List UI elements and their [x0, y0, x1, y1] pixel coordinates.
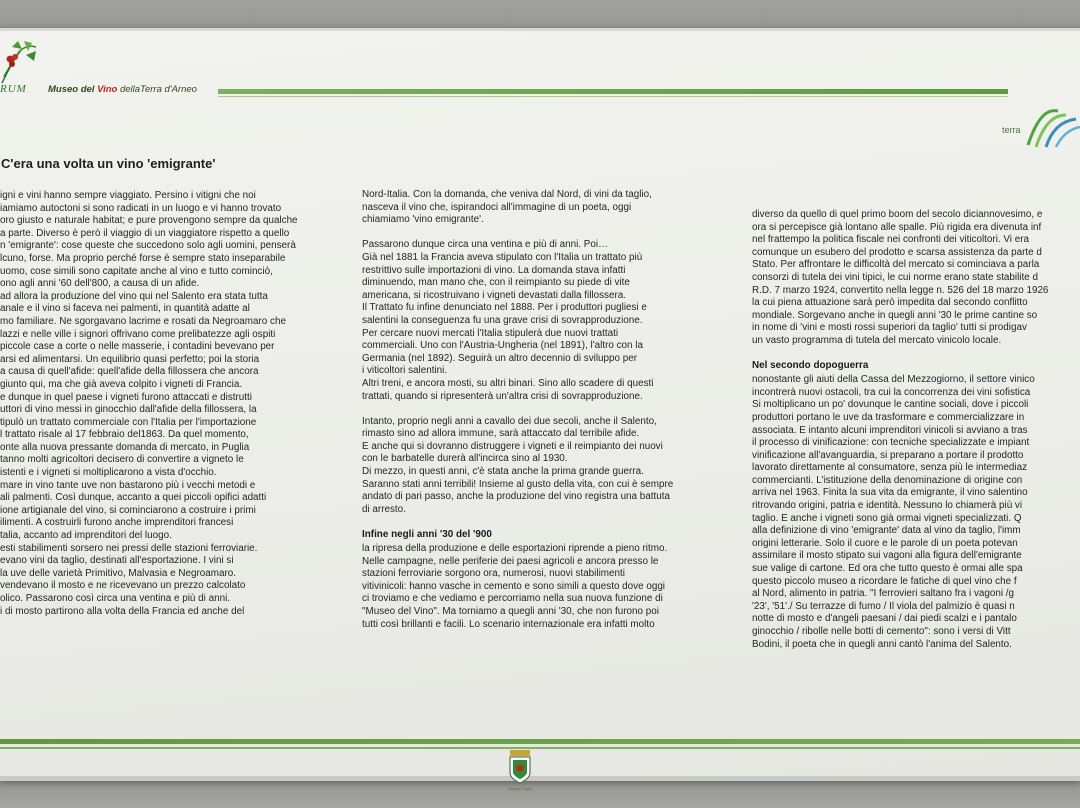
body-text-line: vendevano il mosto e ne ricevevano un prezzo calcolato [0, 580, 246, 592]
body-text-line: mondiale. Sorgevano anche in quegli anni '30 le prime cantine so [752, 309, 1038, 321]
body-text-line: comunque un esubero del prodotto e scarsa assistenza da parte d [752, 246, 1042, 258]
body-text-line: l trattato risale al 17 febbraio del1863. Da quel momento, [0, 429, 249, 441]
body-text-line: ad allora la produzione del vino qui nel Salento era stata tutta [0, 290, 268, 302]
body-text-line: associata. E intanto alcuni imprenditori vinicoli si avviano a tras [752, 424, 1028, 436]
body-text-line [362, 227, 673, 240]
body-text-line: piccole case a corte o nelle masserie, i contadini bevevano per [0, 341, 275, 353]
body-text-line: diminuendo, man mano che, con il reimpianto su piede di vite [362, 277, 630, 289]
section-heading: Nel secondo dopoguerra [752, 360, 869, 372]
text-column-3 [752, 209, 1048, 651]
body-text-line: uomo, cose simili sono capitate anche al vino e tutto cominciò, [0, 265, 273, 277]
partner-label: terra [1002, 125, 1021, 135]
body-text-line: nel frattempo la politica fiscale nei confronti dei viticoltori. Vi era [752, 234, 1030, 246]
text-column-1 [0, 190, 298, 618]
body-text-line: tanno molti agricoltori decisero di convertire a vigneto le [0, 454, 244, 466]
body-text-line: ritrovando origini, patria e identità. Nessuno lo chiamerà più vi [752, 500, 1023, 512]
body-text-line: assimilare il mosto stipato sui vagoni alla figura dell'emigrante [752, 550, 1022, 562]
body-text-line: la cui piena attuazione sarà però impedita dal secondo conflitto [752, 297, 1028, 309]
body-text-line: ali palmenti. Così dunque, accanto a quei piccoli opifici adatti [0, 492, 267, 504]
museum-title-prefix: Museo del [48, 84, 98, 95]
body-text-line: olico. Passarono così circa una ventina e più di anni. [0, 593, 231, 604]
body-text-line: a parte. Diverso è però il viaggio di un viaggiatore rispetto a quello [0, 227, 290, 239]
body-text-line: consorzi di tutela dei vini tipici, le cui norme erano state stabilite d [752, 271, 1038, 283]
body-text-line: Germania (nel 1892). Seguirà un altro decennio di sviluppo per [362, 352, 638, 364]
body-text-line: un vasto programma di tutela del mercato vinicolo locale. [752, 334, 1002, 346]
body-text-line: chiamiamo 'vino emigrante'. [362, 214, 484, 226]
body-text-line: arriva nel 1963. Finita la sua vita da emigrante, il vino salentino [752, 487, 1028, 499]
body-text-line: il processo di vinificazione: con tecniche specializzate e impiant [752, 437, 1030, 449]
body-text-line: Già nel 1881 la Francia aveva stipulato con l'Italia un trattato più [362, 251, 643, 263]
body-text-line: Altri treni, e ancora mosti, su altri binari. Sino allo scadere di questi [362, 377, 654, 389]
body-text-line: i di mosto partirono alla volta della Francia ed anche del [0, 605, 245, 617]
body-text-line: vitivinicoli: hanno vasche in cemento e sono simili a questo dove oggi [362, 580, 666, 592]
body-text-line: istenti e i vigneti si moltiplicarono a vista d'occhio. [0, 467, 217, 479]
body-text-line: Si moltiplicano un po' dovunque le cantine sociali, dove i piccoli [752, 399, 1029, 411]
body-text-line: nasceva il vino che, ispirandoci all'immagine di un poeta, oggi [362, 201, 632, 213]
regione-puglia-crest-icon [507, 749, 533, 785]
body-text-line [752, 348, 1048, 361]
body-text-line: sue valige di cartone. Ed ora che tutto questo è ormai alle spa [752, 563, 1023, 575]
body-text-line: giunto qui, ma che già aveva colpito i vigneti di Francia. [0, 378, 243, 390]
body-text-line: diverso da quello di quel primo boom del secolo diciannovesimo, e [752, 209, 1043, 220]
body-text-line: commerciali. Uno con l'Austria-Ungheria (nel 1891), l'altro con la [362, 340, 643, 352]
body-text-line: lavorato direttamente al consumatore, senza più le intermediaz [752, 462, 1028, 474]
body-text-line: andato di pari passo, anche la produzione del vino registra una battuta [362, 491, 670, 503]
body-text-line [362, 516, 673, 529]
body-text-line: Passarono dunque circa una ventina e più di anni. Poi… [362, 239, 608, 251]
body-text-line: di arresto. [362, 503, 406, 515]
body-text-line: lazzi e nelle ville i signori offrivano come prelibatezze agli ospiti [0, 328, 276, 340]
body-text-line: igni e vini hanno sempre viaggiato. Persino i vitigni che noi [0, 190, 256, 201]
body-text-line: n 'emigrante': cose queste che succedono solo agli uomini, penserà [0, 240, 296, 252]
body-text-line: origini letterarie. Solo il cuore e le parole di un poeta potevan [752, 537, 1018, 549]
body-text-line [362, 403, 673, 416]
crest-caption: Regione Puglia [508, 787, 532, 791]
body-text-line: Nord-Italia. Con la domanda, che veniva dal Nord, di vini da taglio, [362, 189, 652, 200]
body-text-line: la uve delle varietà Primitivo, Malvasia e Negroamaro. [0, 567, 237, 579]
body-text-line: commercianti. L'istituzione della denominazione di origine con [752, 474, 1023, 486]
body-text-line: ginocchio / ribolle nelle botti di cemento": sono i versi di Vitt [752, 626, 1011, 637]
text-column-2 [362, 189, 673, 631]
body-text-line: mare in vino tante uve non bastarono più i vecchi metodi e [0, 479, 256, 491]
body-text-line: trattati, quando si ripresenterà un'altra crisi di sovrapproduzione. [362, 390, 643, 402]
body-text-line: uttori di vino messi in ginocchio dall'afide della fillossera, la [0, 404, 257, 416]
body-text-line: mo familiare. Ne sgorgavano lacrime e rosati da Negroamaro che [0, 315, 286, 327]
header-divider-thin [218, 96, 1008, 97]
body-text-line: rimasto sino ad allora immune, sarà attaccato dal terribile afide. [362, 428, 640, 440]
body-text-line: Intanto, proprio negli anni a cavallo dei due secoli, anche il Salento, [362, 415, 657, 427]
body-text-line: arsi ed alimentarsi. Un equilibrio quasi perfetto; poi la storia [0, 353, 260, 365]
body-text-line: al Nord, alimento in patria. "I ferrovieri saltano fra i vagoni /g [752, 588, 1015, 600]
body-text-line: Bodini, il poeta che in quegli anni cantò l'anima del Salento. [752, 638, 1012, 650]
museum-title-suffix: dellaTerra d'Arneo [117, 84, 197, 95]
body-text-line: "Museo del Vino". Ma torniamo a quegli anni '30, che non furono poi [362, 606, 659, 617]
body-text-line: Saranno stati anni terribili! Insieme al gusto della vita, con cui è sempre [362, 478, 674, 490]
body-text-line: Stato. Per affrontare le difficoltà del mercato si cominciava a parla [752, 259, 1040, 271]
header-divider [218, 89, 1008, 94]
body-text-line: Di mezzo, in questi anni, c'è stata anche la prima grande guerra. [362, 466, 644, 478]
section-heading: Infine negli anni '30 del '900 [362, 529, 492, 541]
body-text-line: Per cercare nuovi mercati l'Italia stipulerà due nuovi trattati [362, 327, 619, 339]
body-text-line: '23', '51'./ Su terrazze di fumo / Il viola del palmizio è quasi n [752, 600, 1015, 612]
page-title: C'era una volta un vino 'emigrante' [1, 156, 216, 171]
body-text-line: ci troviamo e che vediamo e percorriamo nella sua nuova funzione di [362, 593, 663, 605]
body-text-line: iamiamo autoctoni si sono radicati in un luogo e vi hanno trovato [0, 202, 282, 214]
museum-placard [0, 28, 1080, 791]
body-text-line: e dunque in quel paese i vigneti furono attaccati e distrutti [0, 391, 252, 403]
body-text-line: questo piccolo museo a ricordare le fatiche di quel vino che f [752, 575, 1017, 587]
body-text-line: vinificazione all'avanguardia, si preparano a portare il prodotto [752, 449, 1024, 461]
footer-divider-thin [0, 747, 1080, 749]
body-text-line: salentini la conseguenza fu una grave crisi di sovrapproduzione. [362, 314, 643, 326]
body-text-line: ilimenti. A costruirli furono anche imprenditori francesi [0, 517, 234, 529]
body-text-line: tipulò un trattato commerciale con l'Italia per l'importazione [0, 416, 257, 428]
body-text-line: i viticoltori salentini. [362, 365, 448, 377]
body-text-line: a causa di quell'afide: quell'afide della fillossera che ancora [0, 366, 259, 378]
body-text-line: produttori portano le uve da trasformare e commercializzare in [752, 411, 1025, 423]
body-text-line: R.D. 7 marzo 1924, convertito nella legge n. 526 del 18 marzo 1926 [752, 284, 1049, 296]
body-text-line: taglio. E anche i vigneti sono già ormai vigneti specializzati. Q [752, 512, 1022, 524]
body-text-line: americana, si ricostruivano i vigneti devastati dalla fillossera. [362, 289, 627, 301]
body-text-line: ione artigianale del vino, si cominciarono a costruire i primi [0, 504, 256, 516]
body-text-line: in nome di 'vini e mosti rossi superiori da taglio' tutti si prodigav [752, 322, 1027, 334]
terra-logo-icon [1024, 105, 1080, 151]
body-text-line: con le barbatelle durerà all'incirca sino al 1930. [362, 453, 568, 465]
body-text-line: stazioni ferroviarie sorgono ora, numerosi, nuovi stabilimenti [362, 568, 625, 580]
body-text-line: esti stabilimenti sorsero nei pressi delle stazioni ferroviarie. [0, 542, 258, 554]
body-text-line: talia, accanto ad imprenditori del luogo. [0, 530, 172, 542]
footer-divider [0, 739, 1080, 744]
body-text-line: incontrerà nuovi ostacoli, tra cui la concorrenza dei vini sofistica [752, 386, 1031, 398]
body-text-line: ora si percepisce già lontano alle spalle. Più rigida era divenuta inf [752, 221, 1042, 233]
body-text-line: Il Trattato fu infine denunciato nel 1888. Per i produttori pugliesi e [362, 302, 647, 314]
body-text-line: restrittivo sulle importazioni di vino. La domanda stava infatti [362, 264, 626, 276]
body-text-line: E anche qui si dovranno distruggere i vigneti e il reimpianto dei nuovi [362, 440, 663, 452]
body-text-line: tutti così brillanti e facili. Lo scenario internazionale era infatti molto [362, 618, 655, 630]
body-text-line: evano vini da taglio, destinati all'esportazione. I vini si [0, 555, 234, 567]
museum-title-accent: Vino [97, 84, 118, 95]
body-text-line: alla definizione di vino 'emigrante' data al vino da taglio, l'imm [752, 525, 1021, 537]
logo-wordmark: RUM [0, 83, 27, 95]
body-text-line: oro giusto e naturale habitat; e pure provengono sempre da qualche [0, 215, 298, 227]
body-text-line: anale e il vino si faceva nei palmenti, in quantità adatte al [0, 303, 250, 315]
body-text-line: Nelle campagne, nelle periferie dei paesi agricoli e ancora presso le [362, 555, 659, 567]
body-text-line: notte di mosto e d'angeli paesani / dai piedi scalzi e i pantalo [752, 613, 1017, 625]
body-text-line: la ripresa della produzione e delle esportazioni riprende a pieno ritmo. [362, 543, 668, 555]
body-text-line: nonostante gli aiuti della Cassa del Mezzogiorno, il settore vinico [752, 374, 1035, 386]
body-text-line: onte alla nuova pressante domanda di mercato, in Puglia [0, 441, 250, 453]
museum-title [48, 84, 197, 95]
body-text-line: ono agli anni '60 dell'800, a causa di un afide. [0, 278, 200, 290]
body-text-line: lcuno, forse. Ma proprio perché forse è sempre stato inseparabile [0, 252, 286, 264]
